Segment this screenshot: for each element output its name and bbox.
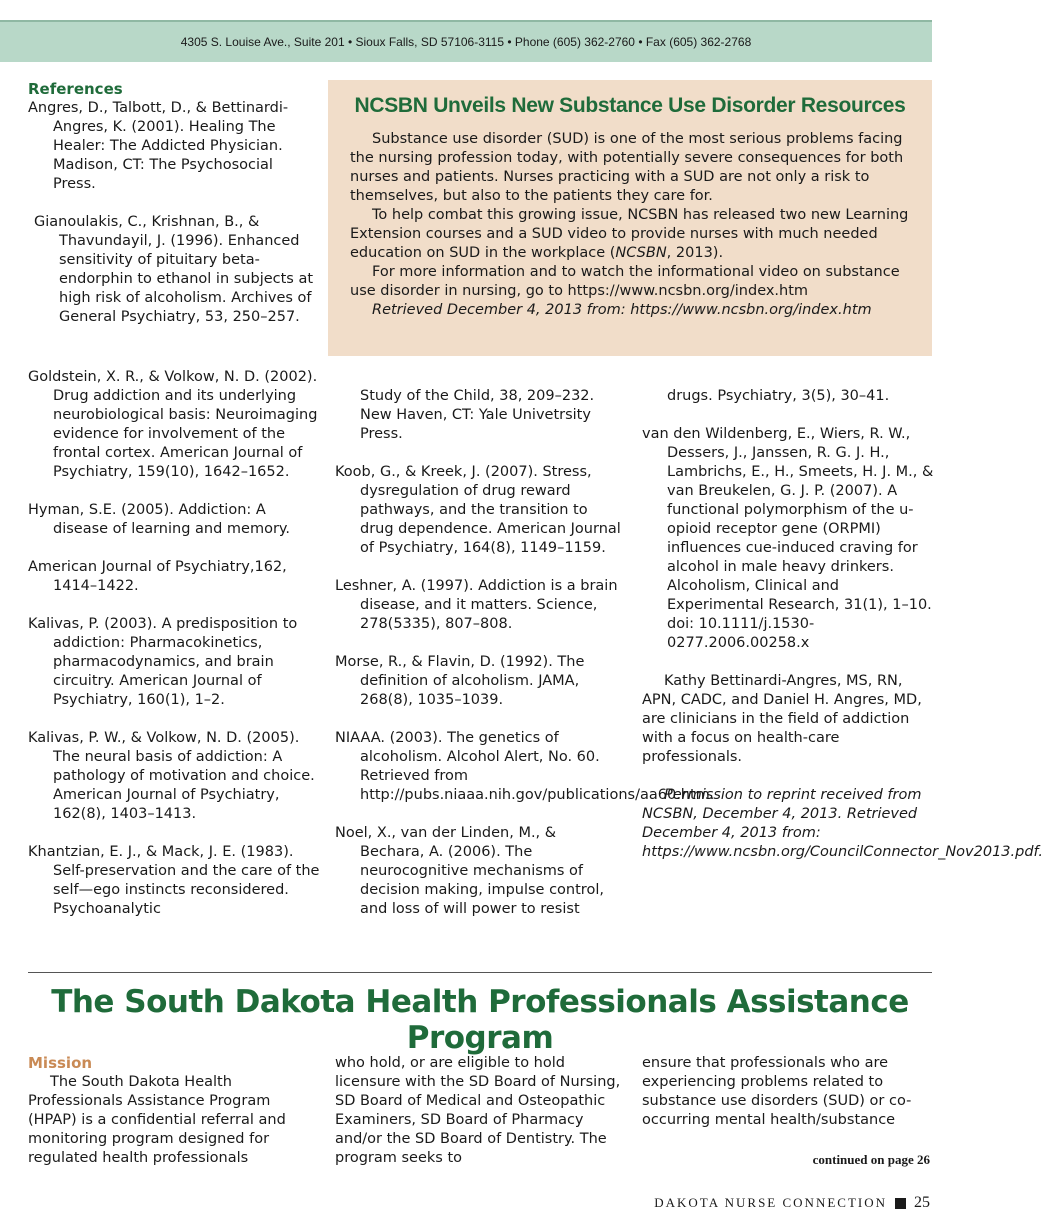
mission-heading: Mission	[28, 1054, 93, 1072]
references-heading: References	[28, 80, 123, 98]
ncsbn-sidebar	[328, 80, 932, 356]
section-divider	[28, 972, 932, 973]
reference-item: Gianoulakis, C., Krishnan, B., & Thavundayil, J. (1996). Enhanced sensitivity of pituitary beta-endorphin to ethanol in subjects at high risk of alcoholism. Archives of General Psychiatry, 53, 250–257.	[34, 214, 314, 325]
sidebar-p2-text: To help combat this growing issue, NCSBN has released two new Learning Extension courses and a SUD video to provide nurses with much needed education on SUD in the workplace (	[350, 207, 909, 261]
article-column-2	[335, 1054, 627, 1168]
references-column-1-top	[28, 80, 318, 346]
article-text-2: who hold, or are eligible to hold licensure with the SD Board of Nursing, SD Board of Medical and Osteopathic Examiners, SD Board of Pharmacy and/or the SD Board of Dentistry. The program seeks to	[335, 1055, 621, 1166]
address-line: 4305 S. Louise Ave., Suite 201 • Sioux Falls, SD 57106-3115 • Phone (605) 362-2760 • Fax (605) 362-2768	[180, 35, 752, 49]
sidebar-paragraph-2	[350, 206, 910, 263]
address-bar	[0, 20, 932, 62]
article-column-1	[28, 1054, 318, 1168]
reference-item: van den Wildenberg, E., Wiers, R. W., Dessers, J., Janssen, R. G. J. H., Lambrichs, E., H., Smeets, H. J. M., & van Breukelen, G. J. P. (2007). A functional polymorphism of the u-opioid receptor gene (ORPMI) influences cue-induced craving for alcohol in male heavy drinkers. Alcoholism, Clinical and Experimental Research, 31(1), 1–10. doi: 10.1111/j.1530-0277.2006.00258.x	[642, 426, 934, 651]
article-title: The South Dakota Health Professionals Assistance Program	[51, 984, 909, 1056]
reference-item: American Journal of Psychiatry,162, 1414–1422.	[28, 559, 287, 594]
page-footer	[654, 1194, 930, 1212]
sidebar-paragraph-1: Substance use disorder (SUD) is one of the most serious problems facing the nursing profession today, with potentially severe consequences for both nurses and patients. Nurses practicing with a SUD are not only a risk to themselves, but also to the patients they care for.	[350, 131, 904, 204]
sidebar-paragraph-3: For more information and to watch the informational video on substance use disorder in nursing, go to https://www.ncsbn.org/index.htm	[350, 264, 900, 299]
reference-item: Leshner, A. (1997). Addiction is a brain disease, and it matters. Science, 278(5335), 807–808.	[335, 578, 618, 632]
article-text-1: The South Dakota Health Professionals Assistance Program (HPAP) is a confidential referral and monitoring program designed for regulated health professionals	[28, 1074, 286, 1166]
reference-item: Noel, X., van der Linden, M., & Bechara, A. (2006). The neurocognitive mechanisms of decision making, impulse control, and loss of will power to resist	[335, 825, 604, 917]
continued-note: continued on page 26	[812, 1152, 930, 1167]
permission-note: Permission to reprint received from NCSBN, December 4, 2013. Retrieved December 4, 2013 from: https://www.ncsbn.org/CouncilConnector_Nov2013.pdf.	[642, 787, 1043, 860]
reference-item: Hyman, S.E. (2005). Addiction: A disease of learning and memory.	[28, 502, 291, 537]
reference-item: Koob, G., & Kreek, J. (2007). Stress, dysregulation of drug reward pathways, and the transition to drug dependence. American Journal of Psychiatry, 164(8), 1149–1159.	[335, 464, 621, 556]
reference-item: NIAAA. (2003). The genetics of alcoholism. Alcohol Alert, No. 60. Retrieved from http://pubs.niaaa.nih.gov/publications/aa60.htm.	[335, 730, 715, 803]
square-bullet-icon	[895, 1198, 906, 1209]
reference-item: Morse, R., & Flavin, D. (1992). The definition of alcoholism. JAMA, 268(8), 1035–1039.	[335, 654, 585, 708]
reference-item: Angres, D., Talbott, D., & Bettinardi-Angres, K. (2001). Healing The Healer: The Addicted Physician. Madison, CT: The Psychosocial Press.	[28, 100, 289, 192]
reference-item: Khantzian, E. J., & Mack, J. E. (1983). Self-preservation and the care of the self—ego instincts reconsidered. Psychoanalytic	[28, 844, 320, 917]
reference-item: Study of the Child, 38, 209–232. New Haven, CT: Yale Univetrsity Press.	[360, 388, 595, 442]
article-text-3: ensure that professionals who are experiencing problems related to substance use disorders (SUD) or co-occurring mental health/substance	[642, 1055, 912, 1128]
page-number: 25	[914, 1194, 930, 1211]
reference-item: Kalivas, P. (2003). A predisposition to addiction: Pharmacokinetics, pharmacodynamics, and brain circuitry. American Journal of Psychiatry, 160(1), 1–2.	[28, 616, 298, 708]
publication-name: DAKOTA NURSE CONNECTION	[654, 1195, 887, 1210]
sidebar-p2-cite: NCSBN	[615, 245, 667, 261]
sidebar-p2-end: , 2013).	[666, 245, 724, 261]
reference-item: Goldstein, X. R., & Volkow, N. D. (2002). Drug addiction and its underlying neurobiological basis: Neuroimaging evidence for involvement of the frontal cortex. American Journal of Psychiatry, 159(10), 1642–1652.	[28, 369, 318, 480]
article-column-3	[642, 1054, 932, 1130]
references-column-3	[642, 387, 1043, 862]
sidebar-source: Retrieved December 4, 2013 from: https://www.ncsbn.org/index.htm	[372, 302, 872, 318]
sidebar-title: NCSBN Unveils New Substance Use Disorder Resources	[354, 94, 906, 117]
reference-item: drugs. Psychiatry, 3(5), 30–41.	[667, 388, 890, 404]
references-column-2	[335, 387, 715, 938]
references-column-1-bottom	[28, 368, 323, 938]
reference-item: Kalivas, P. W., & Volkow, N. D. (2005). The neural basis of addiction: A pathology of motivation and choice. American Journal of Psychiatry, 162(8), 1403–1413.	[28, 730, 315, 822]
author-note: Kathy Bettinardi-Angres, MS, RN, APN, CADC, and Daniel H. Angres, MD, are clinicians in the field of addiction with a focus on health-care professionals.	[642, 673, 922, 765]
